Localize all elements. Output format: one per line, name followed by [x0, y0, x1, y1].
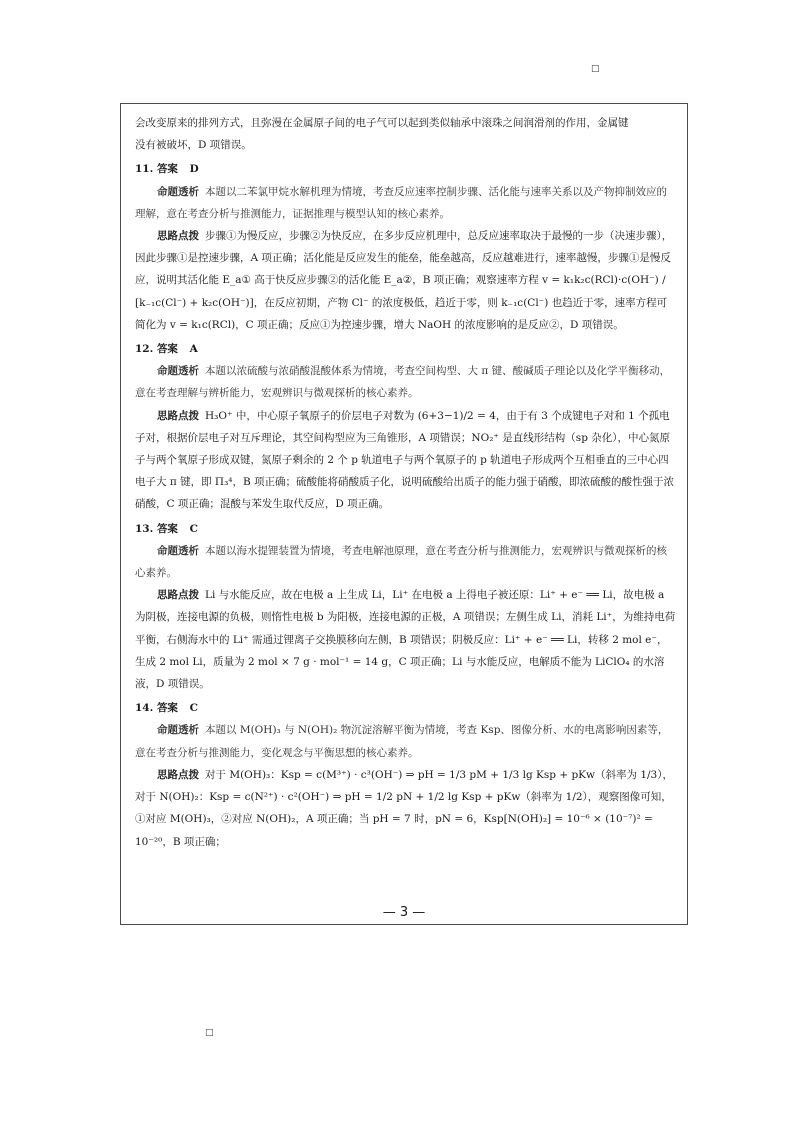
q14-answer-label: 答案: [156, 702, 178, 715]
q14-analysis-text: 本题以 M(OH)₃ 与 N(OH)₂ 物沉淀溶解平衡为情境，考查 Ksp、图像分析、水的电离影响因素等，意在考查分析与推测能力，变化观念与平衡思想的核心素养。: [135, 724, 669, 759]
q13-answer-label: 答案: [156, 522, 178, 535]
q11-solution-text-2: ，在反应初期，产物 Cl⁻ 的浓度极低，趋近于零，则 k₋₁c(Cl⁻) 也趋近于零，速率方程可简化为 v = k₁c(RCl)，C 项正确；反应①为控速步骤，增大 NaOH 的浓度影响的是反应②，D 项错误。: [135, 296, 668, 331]
q13-number: 13.: [135, 522, 154, 535]
q14-analysis: [135, 719, 677, 763]
q13-solution-text: Li 与水能反应，故在电极 a 上生成 Li，Li⁺ 在电极 a 上得电子被还原：Li⁺ + e⁻ ══ Li，故电极 a 为阴极，连接电源的负极，则惰性电极 b 为阳极，连接电源的正极，A 项错误；左侧生成 Li，消耗 Li⁺，为维持电荷平衡，右侧海水中的 Li⁺ 需通过锂离子交换膜移向左侧，B 项错误；阴极反应：Li⁺ + e⁻ ══ Li，转移 2 mol e⁻，生成 2 mol Li，质量为 2 mol × 7 g · mol⁻¹ = 14 g，C 项正确；Li 与水能反应，电解质不能为 LiClO₄ 的水溶液，D 项错误。: [135, 589, 676, 691]
q11-solution-text-1: 步骤①为慢反应，步骤②为快反应，在多步反应机理中，总反应速率取决于最慢的一步（决速步骤），因此步骤①是控速步骤，A 项正确；活化能是反应发生的能垒，能垒越高，反应越难进行，速率越慢，步骤①是慢反应，说明其活化能 E_a① 高于快反应步骤②的活化能 E_a②，B 项正确；观察速率方程 v =: [135, 230, 673, 287]
q11-answer-label: 答案: [156, 163, 178, 176]
q13-solution-label: 思路点拨: [157, 589, 199, 602]
q13-analysis: [135, 540, 677, 584]
q11-answer: D: [189, 163, 199, 176]
q13-header: [135, 518, 677, 540]
intro-line: 没有被破坏，D 项错误。: [135, 139, 252, 152]
page-frame: [120, 103, 688, 925]
q12-analysis: [135, 360, 677, 404]
q12-answer-label: 答案: [156, 343, 178, 356]
q11-solution-label: 思路点拨: [157, 230, 199, 243]
q12-answer: A: [189, 343, 198, 356]
q14-solution-label: 思路点拨: [157, 768, 199, 781]
q12-header: [135, 338, 677, 360]
intro-line: 会改变原来的排列方式，且弥漫在金属原子间的电子气可以起到类似轴承中滚珠之间润滑剂的作用，金属键: [135, 117, 629, 129]
q11-solution: [135, 225, 677, 336]
q11-header: [135, 158, 677, 180]
page-number: — 3 —: [382, 905, 426, 920]
q11-analysis-text: 本题以二苯氯甲烷水解机理为情境，考查反应速率控制步骤、活化能与速率关系以及产物抑制效应的理解，意在考查分析与推测能力，证据推理与模型认知的核心素养。: [135, 185, 667, 220]
q14-number: 14.: [135, 702, 154, 715]
corner-mark-top: □: [591, 64, 600, 74]
q12-solution: [135, 405, 677, 516]
q12-solution-text: H₃O⁺ 中，中心原子氧原子的价层电子对数为 (6+3−1)/2 = 4，由于有 3 个成键电子对和 1 个孤电子对，根据价层电子对互斥理论，其空间构型应为三角锥形，A 项错误；NO₂⁺ 是直线形结构（sp 杂化），中心氮原子与两个氧原子形成双键，氮原子剩余的 2 个 p 轨道电子与两个氧原子的 p 轨道电子形成两个互相垂直的三中心四电子大 π 键，即 Π₃⁴，B 项正确；硫酸能将硝酸质子化，说明硫酸给出质子的能力强于硝酸，即浓硫酸的酸性强于浓硝酸，C 项正确；混酸与苯发生取代反应，D 项正确。: [135, 409, 675, 511]
q14-analysis-label: 命题透析: [157, 724, 199, 737]
q13-answer: C: [189, 522, 198, 535]
q11-analysis: [135, 181, 677, 225]
q11-analysis-label: 命题透析: [157, 185, 199, 198]
q13-solution: [135, 584, 677, 695]
q11-number: 11.: [135, 163, 154, 176]
q14-answer: C: [189, 702, 198, 715]
q14-header: [135, 697, 677, 719]
q12-number: 12.: [135, 343, 154, 356]
q14-solution-text: 对于 M(OH)₃：Ksp = c(M³⁺) · c³(OH⁻) ⇒ pH = 1/3 pM + 1/3 lg Ksp + pKw（斜率为 1/3），对于 N(OH)₂：Ksp = c(N²⁺) · c²(OH⁻) ⇒ pH = 1/2 pN + 1/2 lg Ksp + pKw（斜率为 1/2），观察图像可知，①对应 M(OH)₃，②对应 N(OH)₂，A 项正确；当 pH = 7 时，pN = 6，Ksp[N(OH)₂] = 10⁻⁶ × (10⁻⁷)² = 10⁻²⁰，B 项正确；: [135, 768, 673, 848]
q14-solution: [135, 764, 677, 853]
q12-analysis-text: 本题以浓硫酸与浓硝酸混酸体系为情境，考查空间构型、大 π 键、酸碱质子理论以及化学平衡移动，意在考查理解与辨析能力，宏观辨识与微观探析的核心素养。: [135, 365, 671, 400]
q13-analysis-label: 命题透析: [157, 544, 199, 557]
corner-mark-bottom: □: [205, 1028, 214, 1038]
q11-rate-fraction: k₁k₂c(RCl)·c(OH⁻) / [k₋₁c(Cl⁻) + k₂c(OH⁻)]: [135, 274, 666, 309]
q13-analysis-text: 本题以海水提锂装置为情境，考查电解池原理，意在考查分析与推测能力，宏观辨识与微观探析的核心素养。: [135, 544, 667, 580]
q12-solution-label: 思路点拨: [157, 409, 199, 422]
q12-analysis-label: 命题透析: [157, 365, 199, 378]
